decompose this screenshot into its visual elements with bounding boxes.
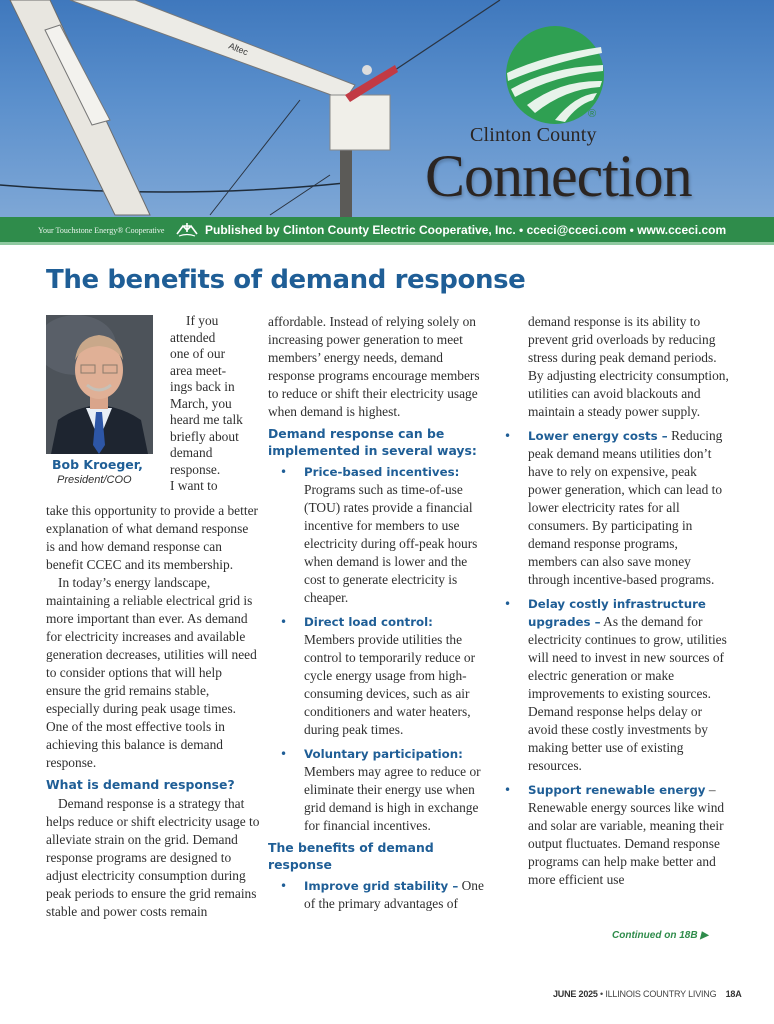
publisher-band bbox=[0, 217, 774, 245]
issue-date: JUNE 2025 bbox=[553, 989, 598, 999]
bullet-icon: • bbox=[280, 615, 288, 629]
publication-name: ILLINOIS COUNTRY LIVING bbox=[605, 989, 717, 999]
bullet-text: Programs such as time-of-use (TOU) rates provide a financial incentive for members to use electricity during off-peak hours when demand is lower and the cost to generate electricity is cheaper. bbox=[304, 482, 478, 605]
column-1 bbox=[46, 502, 260, 921]
bullet-icon: • bbox=[504, 597, 512, 611]
bullet-icon: • bbox=[280, 879, 288, 893]
intro-line: response. bbox=[170, 461, 221, 477]
page-footer bbox=[553, 989, 742, 1000]
touchstone-energy-icon bbox=[175, 222, 199, 238]
intro-line: one of our bbox=[170, 346, 226, 361]
continued-link[interactable]: Continued on 18B ▶ bbox=[612, 930, 709, 941]
bullet-renewable bbox=[492, 781, 730, 889]
page-number: 18A bbox=[725, 989, 742, 999]
brand-name-line1: Clinton County bbox=[470, 124, 597, 146]
intro-line: attended bbox=[170, 329, 216, 345]
bullet-icon: • bbox=[504, 429, 512, 443]
bullet-text: Members may agree to reduce or eliminate their energy use when grid demand is high in exchange for financial incentives. bbox=[304, 764, 481, 833]
bullet-icon: • bbox=[280, 465, 288, 479]
bullet-heading: Delay costly infrastructure upgrades – bbox=[528, 597, 706, 629]
intro-line: heard me talk bbox=[170, 412, 243, 427]
bullet-heading: Improve grid stability – bbox=[304, 879, 459, 893]
column-2 bbox=[268, 313, 484, 913]
bullet-grid-stability bbox=[268, 877, 484, 913]
intro-line: demand bbox=[170, 445, 213, 460]
brand-name-line2: Connection bbox=[425, 143, 692, 209]
bullet-lower-costs bbox=[492, 427, 730, 589]
implementation-heading: Demand response can be implemented in several ways: bbox=[268, 426, 477, 458]
touchstone-tagline: Your Touchstone Energy® Cooperative bbox=[38, 226, 165, 235]
bullet-heading: Lower energy costs – bbox=[528, 429, 668, 443]
publisher-info: Published by Clinton County Electric Cooperative, Inc. • cceci@cceci.com • www.cceci.com bbox=[205, 223, 727, 237]
bullet-text: Members provide utilities the control to temporarily reduce or cycle energy usage from high-consuming devices, such as air conditioners and water heaters, during peak times. bbox=[304, 632, 476, 737]
bullet-text: As the demand for electricity continues to grow, utilities will need to invest in new sources of electric generation or make improvements to existing sources. Demand response helps delay or avoid these costly investments by making better use of existing resources. bbox=[528, 614, 727, 773]
intro-wrap-lines bbox=[170, 313, 262, 495]
registered-mark: ® bbox=[588, 108, 597, 120]
boom-label: Altec bbox=[227, 40, 250, 58]
intro-line: March, you bbox=[170, 395, 232, 411]
author-photo bbox=[46, 315, 153, 454]
benefits-heading: The benefits of demand response bbox=[268, 840, 434, 872]
article-title: The benefits of demand response bbox=[46, 265, 526, 295]
bullet-direct-load bbox=[268, 613, 484, 739]
bullet-heading: Support renewable energy bbox=[528, 783, 706, 797]
bullet-delay-upgrades bbox=[492, 595, 730, 775]
intro-paragraph-rest: take this opportunity to provide a better explanation of what demand response is and how demand response can benefit CCEC and its membership. bbox=[46, 503, 258, 572]
footer-separator: • bbox=[600, 989, 603, 999]
bullet-icon: • bbox=[280, 747, 288, 761]
bullet-text: – Renewable energy sources like wind and solar are variable, meaning their output fluctuates. Demand response programs can help make better and more efficient use bbox=[528, 782, 725, 887]
definition-paragraph: Demand response is a strategy that helps reduce or shift electricity usage to alleviate strain on the grid. Demand response programs are designed to adjust electricity consumption during peak periods to ensure the grid remains stable and power costs remain bbox=[46, 796, 260, 919]
author-title: President/COO bbox=[57, 474, 132, 486]
masthead-photo bbox=[0, 0, 774, 217]
intro-line: area meet- bbox=[170, 362, 227, 378]
bullet-text: One of the primary advantages of bbox=[304, 878, 484, 911]
bullet-heading: Direct load control: bbox=[304, 615, 433, 629]
landscape-paragraph: In today’s energy landscape, maintaining a reliable electrical grid is more important than ever. As demand for electricity increases and available generation decreases, utilities will need to consider options that will help ensure the grid remains stable, especially during peak usage times. One of the most effective tools in achieving this balance is demand response. bbox=[46, 575, 257, 770]
bullet-icon: • bbox=[504, 783, 512, 797]
bullet-text: Reducing peak demand means utilities don’t have to rely on expensive, peak power generation, which can lead to lower electricity rates for all consumers. By participating in demand response programs, members can also save money through incentive-based programs. bbox=[528, 428, 723, 587]
author-name: Bob Kroeger, bbox=[52, 457, 143, 472]
column-3 bbox=[492, 313, 730, 905]
intro-line: If you bbox=[186, 313, 219, 328]
grid-stability-continued: demand response is its ability to prevent grid overloads by reducing stress during peak demand periods. By adjusting electricity consumption, utilities can avoid blackouts and maintain a steady power supply. bbox=[528, 314, 729, 419]
column-1-wrap bbox=[170, 313, 262, 495]
intro-line: briefly about bbox=[170, 428, 239, 444]
bullet-heading: Voluntary participation: bbox=[304, 747, 463, 761]
affordable-paragraph: affordable. Instead of relying solely on increasing power generation to meet members’ energy needs, demand response programs encourage members to reduce or shift their electricity usage when demand is highest. bbox=[268, 314, 480, 419]
intro-line: I want to bbox=[170, 478, 218, 493]
bullet-heading: Price-based incentives: bbox=[304, 465, 460, 479]
bullet-voluntary bbox=[268, 745, 484, 835]
what-is-heading: What is demand response? bbox=[46, 777, 235, 792]
intro-line: ings back in bbox=[170, 379, 235, 394]
bullet-price-based bbox=[268, 463, 484, 607]
